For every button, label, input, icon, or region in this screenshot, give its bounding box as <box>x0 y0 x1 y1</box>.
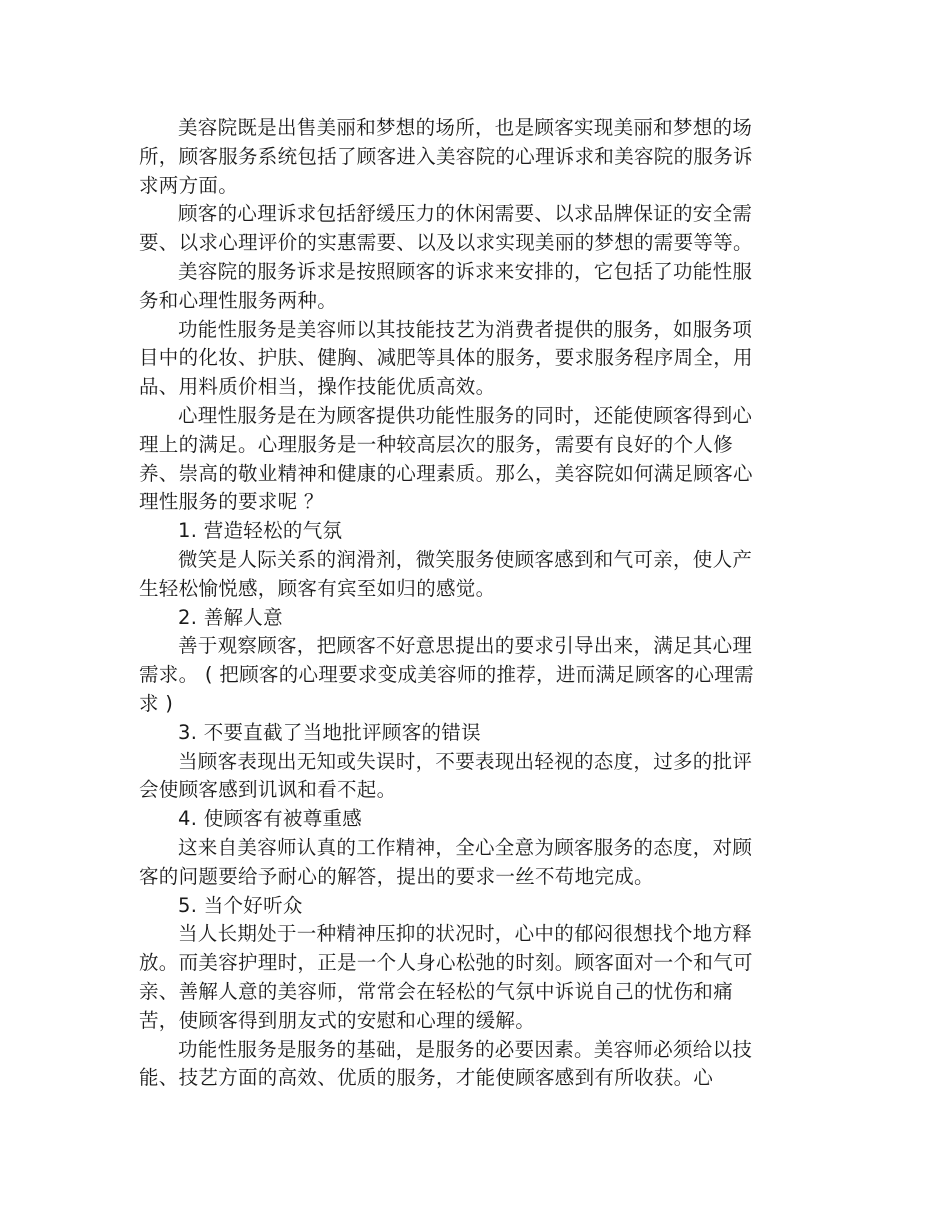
paragraph: 微笑是人际关系的润滑剂，微笑服务使顾客感到和气可亲，使人产生轻松愉悦感，顾客有宾至如归的感觉。 <box>139 547 753 600</box>
paragraph: 当人长期处于一种精神压抑的状况时，心中的郁闷很想找个地方释放。而美容护理时，正是一个人身心松弛的时刻。顾客面对一个和气可亲、善解人意的美容师，常常会在轻松的气氛中诉说自己的忧伤和痛苦，使顾客得到朋友式的安慰和心理的缓解。 <box>139 922 753 1032</box>
paragraph: 这来自美容师认真的工作精神，全心全意为顾客服务的态度，对顾客的问题要给予耐心的解答，提出的要求一丝不苟地完成。 <box>139 835 753 888</box>
section-heading: 4. 使顾客有被尊重感 <box>178 807 363 831</box>
paragraph: 顾客的心理诉求包括舒缓压力的休闲需要、以求品牌保证的安全需要、以求心理评价的实惠需要、以及以求实现美丽的梦想的需要等等。 <box>139 202 753 255</box>
section-heading: 2. 善解人意 <box>178 605 283 629</box>
paragraph: 功能性服务是服务的基础，是服务的必要因素。美容师必须给以技能、技艺方面的高效、优质的服务，才能使顾客感到有所收获。心 <box>139 1037 753 1090</box>
paragraph: 功能性服务是美容师以其技能技艺为消费者提供的服务，如服务项目中的化妆、护肤、健胸、减肥等具体的服务，要求服务程序周全，用品、用料质价相当，操作技能优质高效。 <box>139 317 753 399</box>
paragraph: 心理性服务是在为顾客提供功能性服务的同时，还能使顾客得到心理上的满足。心理服务是一种较高层次的服务，需要有良好的个人修养、崇高的敬业精神和健康的心理素质。那么，美容院如何满足顾客心理性服务的要求呢 ？ <box>139 403 753 514</box>
document-body <box>139 114 769 1093</box>
paragraph: 美容院的服务诉求是按照顾客的诉求来安排的，它包括了功能性服务和心理性服务两种。 <box>139 259 753 312</box>
paragraph: 美容院既是出售美丽和梦想的场所，也是顾客实现美丽和梦想的场所，顾客服务系统包括了顾客进入美容院的心理诉求和美容院的服务诉求两方面。 <box>139 116 753 197</box>
paragraph: 当顾客表现出无知或失误时，不要表现出轻视的态度，过多的批评会使顾客感到讥讽和看不起。 <box>139 749 753 802</box>
section-heading: 5. 当个好听众 <box>178 893 303 917</box>
section-heading: 1. 营造轻松的气氛 <box>178 519 343 543</box>
paragraph: 善于观察顾客，把顾客不好意思提出的要求引导出来，满足其心理需求。 ( 把顾客的心理要求变成美容师的推荐，进而满足顾客的心理需求 ) <box>139 634 754 715</box>
section-heading: 3. 不要直截了当地批评顾客的错误 <box>178 720 481 744</box>
